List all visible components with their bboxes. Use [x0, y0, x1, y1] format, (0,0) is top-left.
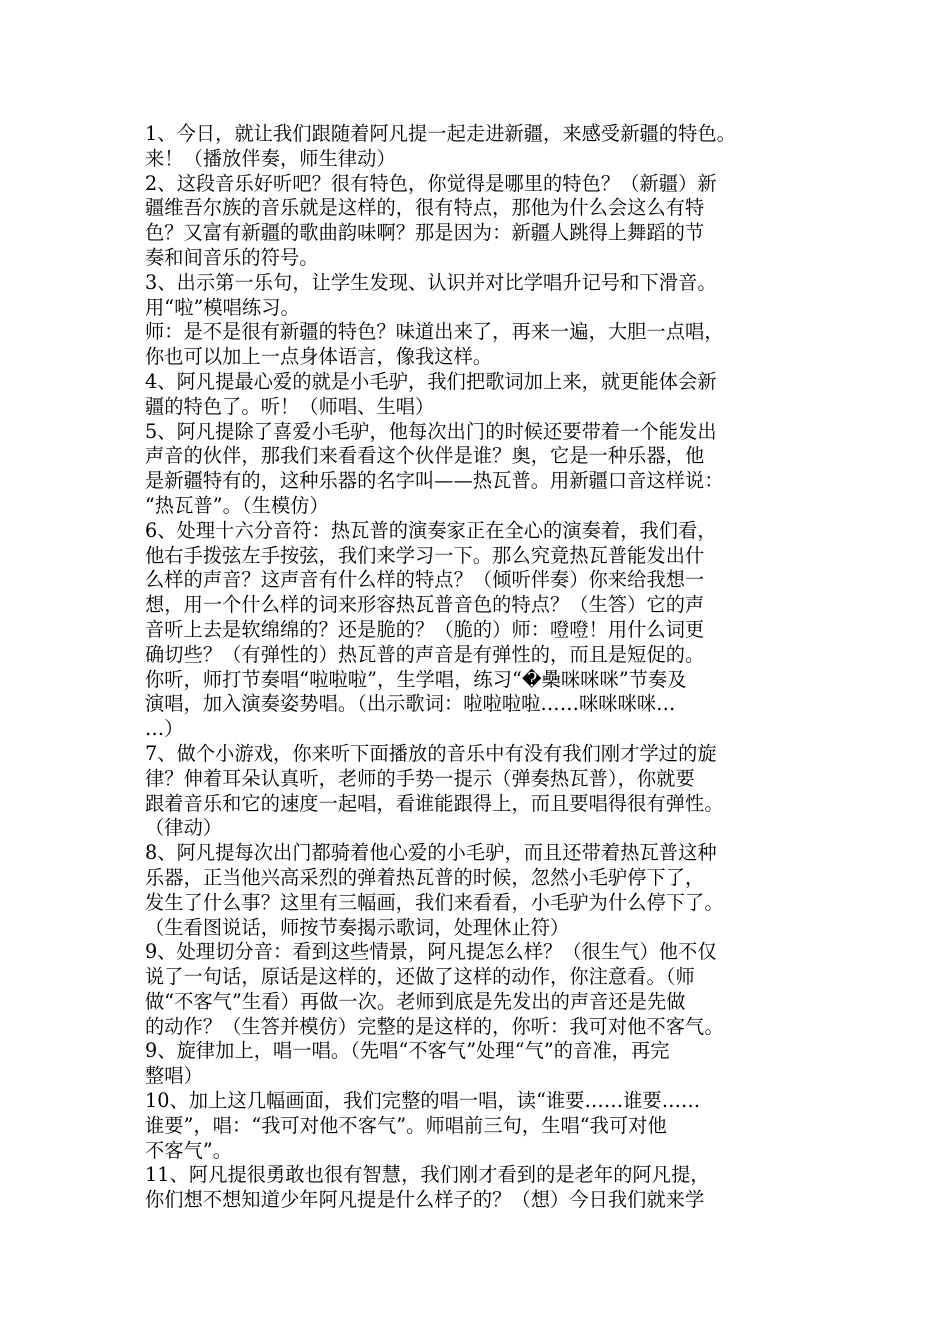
- text-line: 疆维吾尔族的音乐就是这样的，很有特点，那他为什么会这么有特: [145, 196, 705, 220]
- text-line: 你听，师打节奏唱“啦啦啦”，生学唱，练习“�櫐咪咪咪”节奏及: [145, 667, 687, 691]
- text-line: 9、旋律加上，唱一唱。（先唱“不客气”处理“气”的音准，再完: [145, 1039, 670, 1063]
- text-line: 疆的特色了。听！（师唱、生唱）: [145, 394, 435, 418]
- text-line: 乐器，正当他兴高采烈的弹着热瓦普的时候，忽然小毛驴停下了，: [145, 865, 705, 889]
- text-line: （生看图说话，师按节奏揭示歌词，处理休止符）: [145, 915, 570, 939]
- text-line: 5、阿凡提除了喜爱小毛驴，他每次出门的时候还要带着一个能发出: [145, 419, 717, 443]
- text-line: 跟着音乐和它的速度一起唱，看谁能跟得上，而且要唱得很有弹性。: [145, 791, 724, 815]
- text-line: 是新疆特有的，这种乐器的名字叫——热瓦普。用新疆口音这样说：: [145, 469, 724, 493]
- text-line: 做“不客气”生看）再做一次。老师到底是先发出的声音还是先做: [145, 989, 686, 1013]
- text-line: 6、处理十六分音符：热瓦普的演奏家正在全心的演奏着，我们看，: [145, 518, 717, 542]
- text-line: 用“啦”模唱练习。: [145, 295, 300, 319]
- text-line: 你们想不想知道少年阿凡提是什么样子的？（想）今日我们就来学: [145, 1188, 705, 1212]
- text-line: （律动）: [145, 816, 223, 840]
- document-body: [145, 122, 815, 1213]
- text-line: 奏和间音乐的符号。: [145, 245, 319, 269]
- text-line: 10、加上这几幅画面，我们完整的唱一唱，读“谁要……谁要……: [145, 1089, 701, 1113]
- text-line: 音听上去是软绵绵的？还是脆的？（脆的）师：噔噔！用什么词更: [145, 617, 705, 641]
- text-line: 发生了什么事？这里有三幅画，我们来看看，小毛驴为什么停下了。: [145, 890, 724, 914]
- text-line: …）: [145, 717, 184, 741]
- text-line: 么样的声音？这声音有什么样的特点？（倾听伴奏）你来给我想一: [145, 568, 705, 592]
- text-line: 4、阿凡提最心爱的就是小毛驴，我们把歌词加上来，就更能体会新: [145, 369, 717, 393]
- text-line: 2、这段音乐好听吧？很有特色，你觉得是哪里的特色？（新疆）新: [145, 171, 717, 195]
- text-line: 3、出示第一乐句，让学生发现、认识并对比学唱升记号和下滑音。: [145, 270, 717, 294]
- text-line: 师：是不是很有新疆的特色？味道出来了，再来一遍，大胆一点唱，: [145, 320, 724, 344]
- text-line: 的动作？（生答并模仿）完整的是这样的，你听：我可对他不客气。: [145, 1014, 724, 1038]
- text-line: “热瓦普”。（生模仿）: [145, 493, 329, 517]
- text-line: 不客气”。: [145, 1138, 233, 1162]
- text-line: 他右手拨弦左手按弦，我们来学习一下。那么究竟热瓦普能发出什: [145, 543, 705, 567]
- text-line: 你也可以加上一点身体语言，像我这样。: [145, 345, 493, 369]
- text-line: 确切些？（有弹性的）热瓦普的声音是有弹性的，而且是短促的。: [145, 642, 705, 666]
- text-line: 来！（播放伴奏，师生律动）: [145, 146, 396, 170]
- text-line: 想，用一个什么样的词来形容热瓦普音色的特点？（生答）它的声: [145, 593, 705, 617]
- text-line: 1、今日，就让我们跟随着阿凡提一起走进新疆，来感受新疆的特色。: [145, 122, 736, 145]
- text-line: 演唱，加入演奏姿势唱。（出示歌词：啦啦啦啦……咪咪咪咪…: [145, 692, 676, 716]
- text-line: 谁要”，唱：“我可对他不客气”。师唱前三句，生唱“我可对他: [145, 1113, 667, 1137]
- text-line: 9、处理切分音：看到这些情景，阿凡提怎么样？（很生气）他不仅: [145, 940, 717, 964]
- text-line: 7、做个小游戏，你来听下面播放的音乐中有没有我们刚才学过的旋: [145, 741, 717, 765]
- text-line: 律？伸着耳朵认真听，老师的手势一提示（弹奏热瓦普），你就要: [145, 766, 695, 790]
- text-line: 8、阿凡提每次出门都骑着他心爱的小毛驴，而且还带着热瓦普这种: [145, 841, 717, 865]
- text-line: 声音的伙伴，那我们来看看这个伙伴是谁？奥，它是一种乐器，他: [145, 444, 705, 468]
- text-line: 说了一句话，原话是这样的，还做了这样的动作，你注意看。（师: [145, 965, 695, 989]
- text-line: 11、阿凡提很勇敢也很有智慧，我们刚才看到的是老年的阿凡提，: [145, 1163, 710, 1187]
- text-line: 整唱）: [145, 1064, 203, 1088]
- text-line: 色？又富有新疆的歌曲韵味啊？那是因为：新疆人跳得上舞蹈的节: [145, 221, 705, 245]
